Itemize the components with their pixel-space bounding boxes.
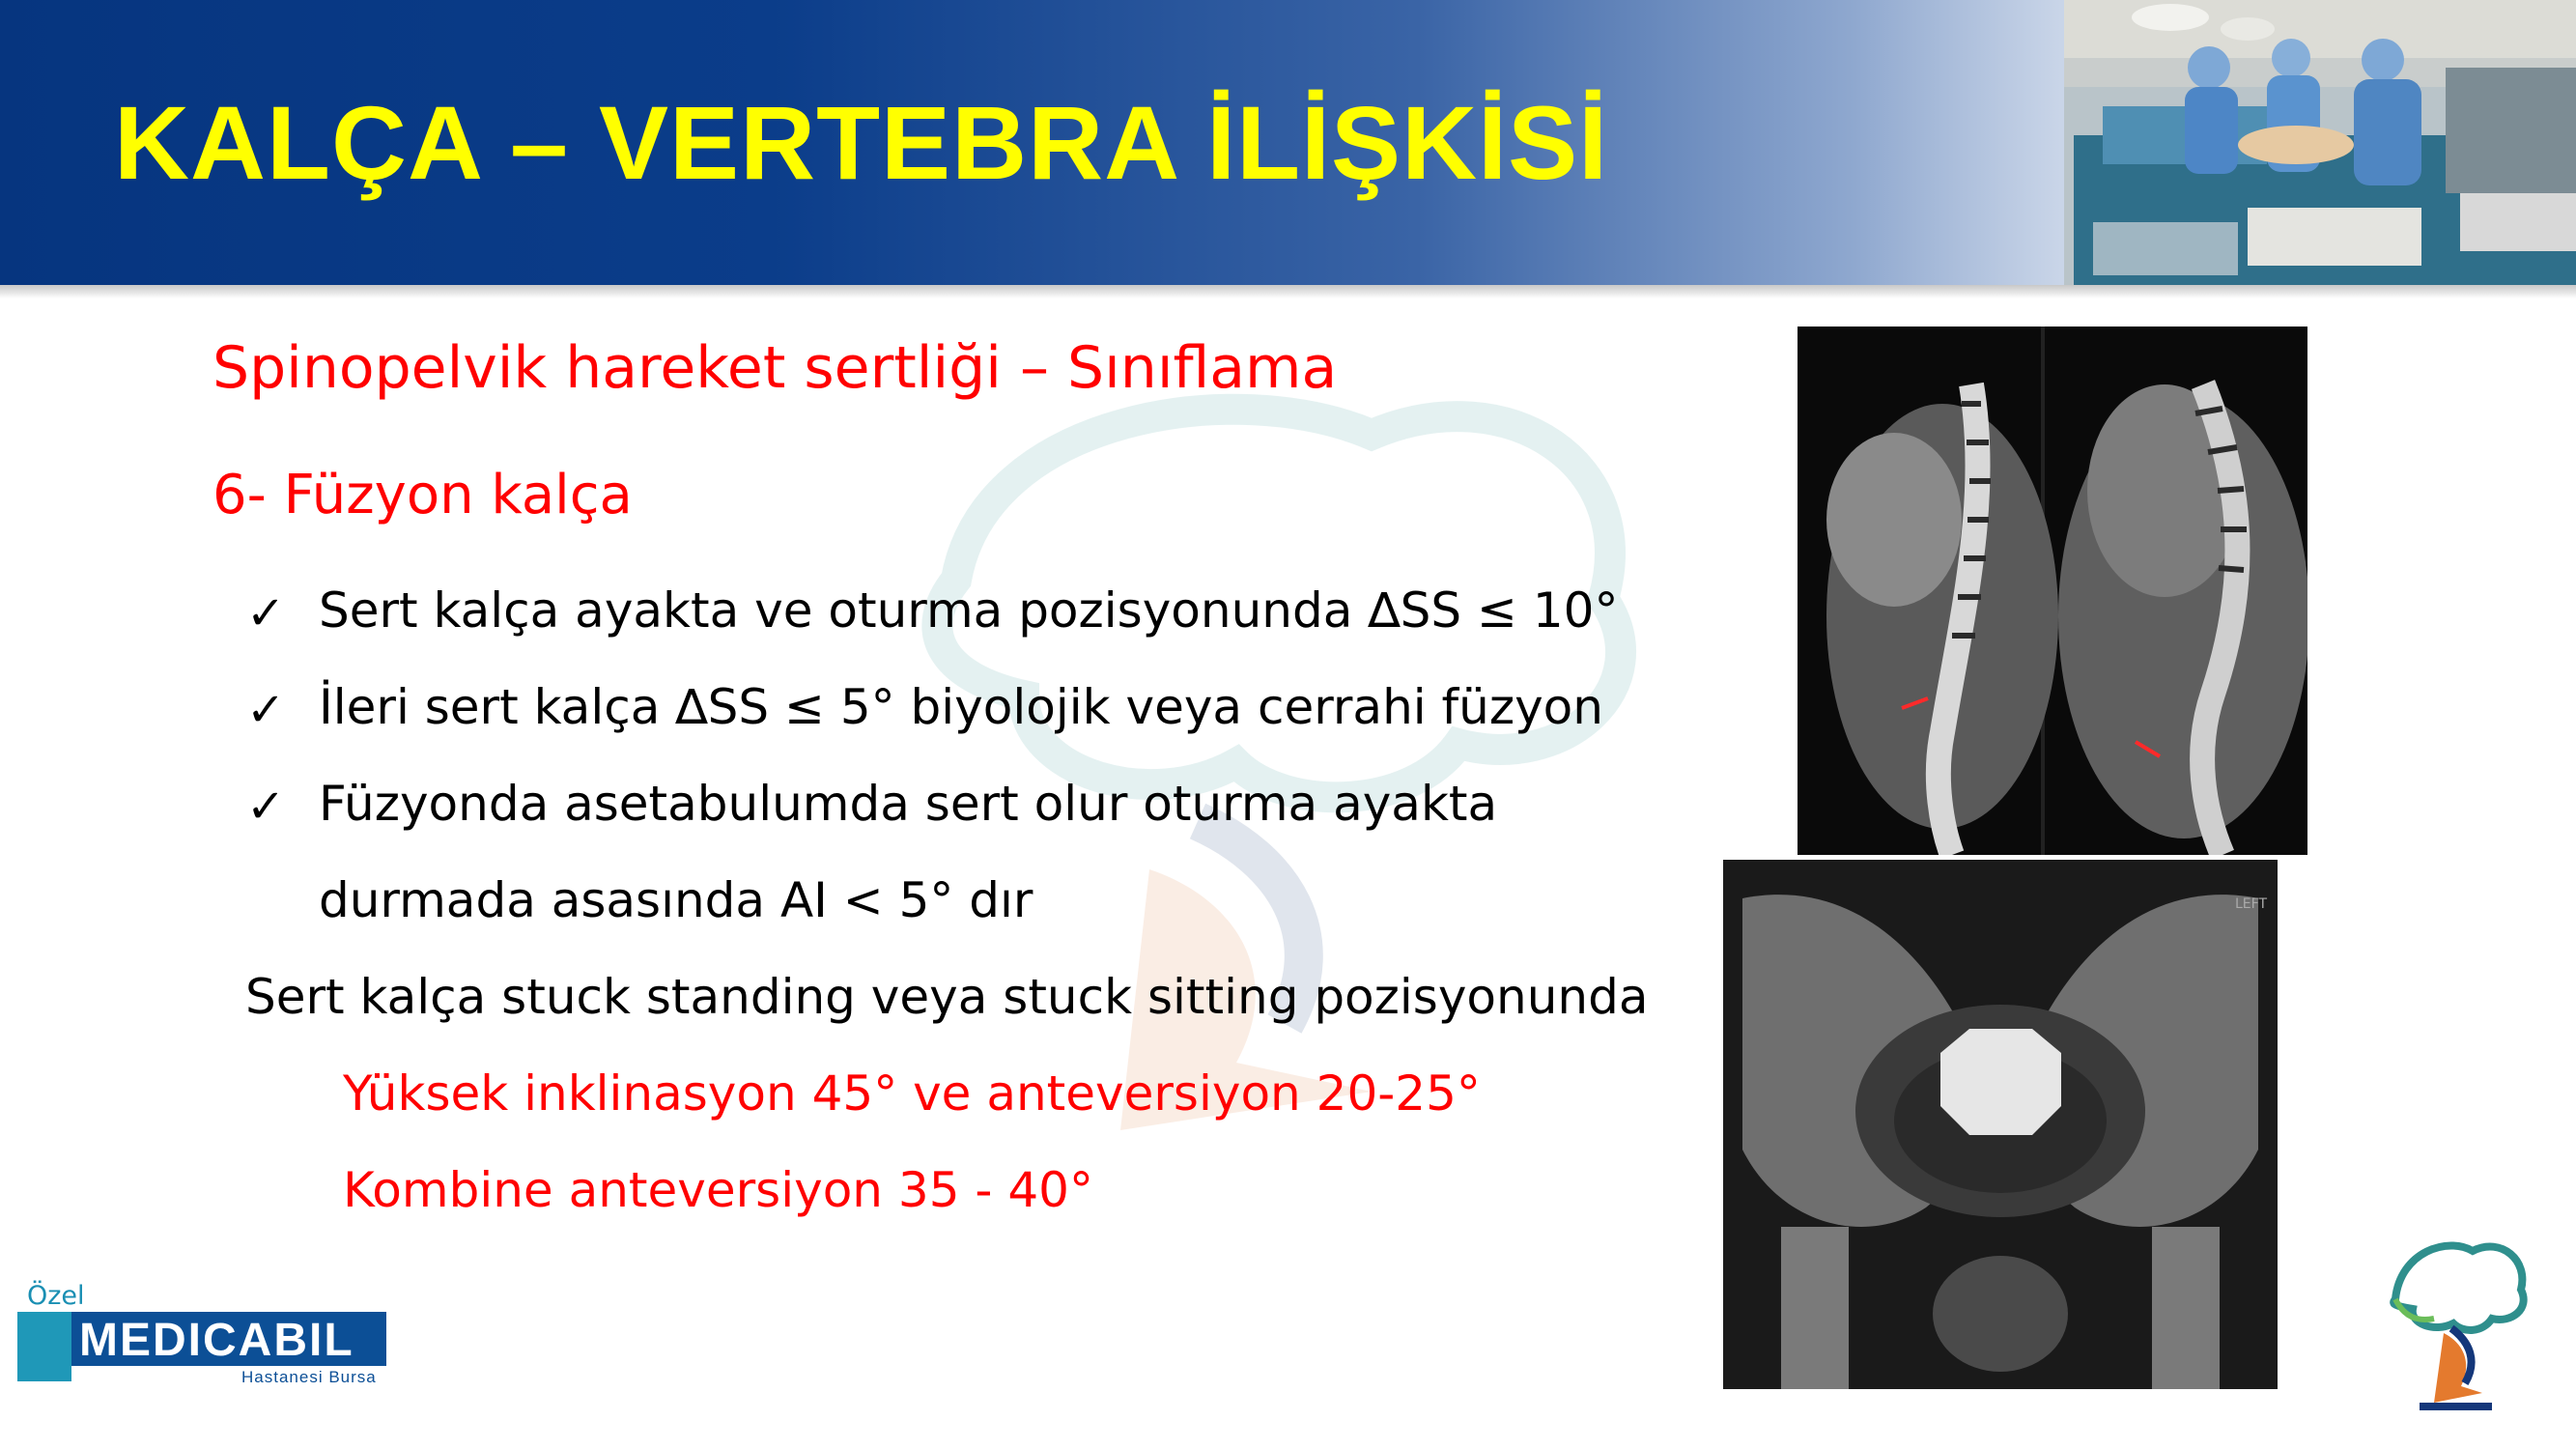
inclination-line: Yüksek inklinasyon 45° ve anteversiyon 20-25° [343, 1065, 1481, 1122]
stuck-position-line: Sert kalça stuck standing veya stuck sitting pozisyonunda [245, 969, 1649, 1025]
header-divider [0, 285, 2576, 298]
bullet-continuation: durmada asasında AI < 5° dır [319, 872, 1033, 928]
logo-name: MEDICABIL [79, 1315, 354, 1366]
section-heading: 6- Füzyon kalça [212, 464, 633, 526]
ap-pelvis-xray [1723, 860, 2278, 1389]
checkmark-icon: ✓ [246, 586, 286, 640]
bullet-item: Füzyonda asetabulumda sert olur oturma ayakta [319, 776, 1498, 832]
slide-title: KALÇA – VERTEBRA İLİŞKİSİ [114, 84, 1609, 201]
operating-room-photo [2064, 0, 2576, 285]
logo-subtitle: Hastanesi Bursa [241, 1368, 377, 1386]
slide-subtitle: Spinopelvik hareket sertliği – Sınıflama [212, 334, 1338, 402]
checkmark-icon: ✓ [246, 683, 286, 737]
combined-anteversion-line: Kombine anteversiyon 35 - 40° [343, 1162, 1093, 1218]
organization-logo-icon [2376, 1227, 2531, 1430]
logo-prefix: Özel [27, 1281, 85, 1311]
logo-square [17, 1312, 71, 1381]
xray-side-marker: LEFT [2235, 896, 2268, 912]
checkmark-icon: ✓ [246, 780, 286, 834]
bullet-item: Sert kalça ayakta ve oturma pozisyonunda ∆SS ≤ 10° [319, 582, 1619, 639]
bullet-item: İleri sert kalça ∆SS ≤ 5° biyolojik veya cerrahi füzyon [319, 679, 1603, 735]
lateral-spine-xray [1798, 327, 2307, 855]
